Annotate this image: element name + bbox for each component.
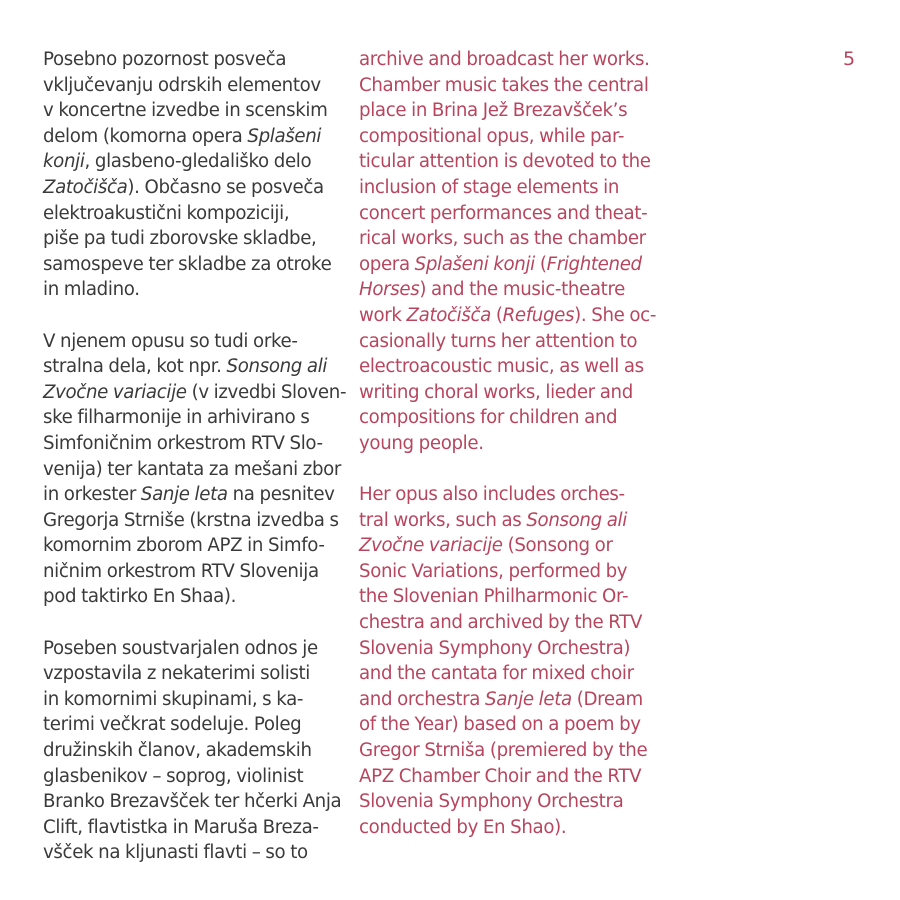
- text-line: [43, 661, 343, 687]
- text-run: ) and the music-theatre: [419, 279, 626, 301]
- text-run: Chamber music takes the central: [359, 74, 649, 96]
- text-run: Slovenia Symphony Orchestra): [359, 637, 631, 659]
- text-line: [359, 329, 659, 355]
- text-run: Gregorja Strniše (krstna izvedba s: [43, 509, 339, 531]
- text-run: of the Year) based on a poem by: [359, 714, 641, 736]
- text-run: pod taktirko En Shaa).: [43, 586, 237, 608]
- text-line: [43, 329, 343, 355]
- text-line: [43, 738, 343, 764]
- text-run: samospeve ter skladbe za otroke: [43, 253, 332, 275]
- text-run: and orchestra: [359, 688, 486, 710]
- text-run: electroacoustic music, as well as: [359, 356, 644, 378]
- text-run: (: [490, 304, 503, 326]
- text-run: (Dream: [571, 688, 643, 710]
- italic-title: Zatočišča: [406, 304, 491, 326]
- text-line: [359, 175, 659, 201]
- text-run: compositions for children and: [359, 407, 618, 429]
- page-number: 5: [843, 48, 856, 70]
- text-run: Her opus also includes orches-: [359, 484, 625, 506]
- text-run: družinskih članov, akademskih: [43, 740, 312, 762]
- text-run: vključevanju odrskih elementov: [43, 74, 321, 96]
- text-run: rical works, such as the chamber: [359, 228, 646, 250]
- text-line: [43, 226, 343, 252]
- text-run: casionally turns her attention to: [359, 330, 638, 352]
- text-run: venija) ter kantata za mešani zbor: [43, 458, 342, 480]
- paragraph: [43, 47, 343, 303]
- text-line: [359, 764, 659, 790]
- text-run: place in Brina Jež Brezavšček’s: [359, 100, 628, 122]
- text-line: [43, 277, 343, 303]
- paragraph: [43, 636, 343, 866]
- text-line: [359, 482, 659, 508]
- text-run: in orkester: [43, 484, 141, 506]
- text-line: [359, 201, 659, 227]
- text-run: Poseben soustvarjalen odnos je: [43, 637, 318, 659]
- text-line: [359, 584, 659, 610]
- text-run: , glasbeno-gledališko delo: [84, 151, 312, 173]
- italic-title: Zatočišča: [43, 176, 128, 198]
- text-run: ske filharmonije in arhivirano s: [43, 407, 310, 429]
- text-line: [359, 149, 659, 175]
- text-run: in komornimi skupinami, s ka-: [43, 688, 304, 710]
- text-run: V njenem opusu so tudi orke-: [43, 330, 298, 352]
- text-run: inclusion of stage elements in: [359, 176, 620, 198]
- text-run: Simfoničnim orkestrom RTV Slo-: [43, 432, 323, 454]
- italic-title: Sonsong ali: [226, 356, 328, 378]
- text-run: young people.: [359, 432, 484, 454]
- text-line: [43, 764, 343, 790]
- text-line: [43, 482, 343, 508]
- text-line: [359, 533, 659, 559]
- text-run: concert performances and theat-: [359, 202, 648, 224]
- text-line: [43, 149, 343, 175]
- text-line: [359, 380, 659, 406]
- italic-title: Splašeni: [247, 125, 322, 147]
- italic-title: Frightened: [546, 253, 642, 275]
- text-line: [43, 636, 343, 662]
- italic-title: konji: [43, 151, 85, 173]
- text-run: work: [359, 304, 407, 326]
- text-line: [359, 405, 659, 431]
- text-line: [43, 201, 343, 227]
- text-run: APZ Chamber Choir and the RTV: [359, 765, 642, 787]
- italic-title: Sanje leta: [140, 484, 228, 506]
- text-run: ničnim orkestrom RTV Slovenija: [43, 560, 319, 582]
- text-run: Slovenia Symphony Orchestra: [359, 791, 624, 813]
- paragraph: [43, 329, 347, 611]
- text-line: [359, 661, 659, 687]
- text-line: [43, 559, 343, 585]
- text-run: terimi večkrat sodeluje. Poleg: [43, 714, 302, 736]
- text-line: [43, 457, 343, 483]
- text-line: [43, 840, 343, 866]
- text-line: [359, 98, 659, 124]
- italic-title: Zvočne variacije: [359, 535, 503, 557]
- italic-title: Horses: [359, 279, 420, 301]
- text-line: [43, 815, 343, 841]
- text-line: [359, 277, 659, 303]
- text-run: Sonic Variations, performed by: [359, 560, 628, 582]
- text-line: [43, 73, 343, 99]
- text-line: [43, 584, 343, 610]
- text-run: vzpostavila z nekaterimi solisti: [43, 663, 311, 685]
- text-line: [359, 610, 659, 636]
- text-line: [359, 712, 659, 738]
- text-run: writing choral works, lieder and: [359, 381, 633, 403]
- italic-title: Splašeni konji: [414, 253, 535, 275]
- text-line: [43, 533, 343, 559]
- text-line: [43, 431, 343, 457]
- text-run: opera: [359, 253, 415, 275]
- text-line: [359, 124, 659, 150]
- text-line: [359, 431, 659, 457]
- text-run: (Sonsong or: [502, 535, 613, 557]
- text-run: ). Občasno se posveča: [127, 176, 324, 198]
- text-line: [359, 687, 659, 713]
- text-run: delom (komorna opera: [43, 125, 248, 147]
- text-line: [43, 47, 343, 73]
- text-line: [359, 815, 659, 841]
- text-run: in mladino.: [43, 279, 140, 301]
- text-run: ticular attention is devoted to the: [359, 151, 651, 173]
- text-line: [359, 47, 659, 73]
- text-run: všček na kljunasti flavti – so to: [43, 842, 308, 864]
- italic-title: Sonsong ali: [526, 509, 627, 531]
- english-text-column: [359, 47, 659, 866]
- text-line: [43, 712, 343, 738]
- text-line: [43, 687, 343, 713]
- text-line: [359, 303, 659, 329]
- text-line: [359, 559, 659, 585]
- text-line: [359, 636, 659, 662]
- text-run: glasbenikov – soprog, violinist: [43, 765, 304, 787]
- text-line: [43, 380, 347, 406]
- text-line: [359, 73, 659, 99]
- text-run: (v izvedbi Sloven-: [186, 381, 347, 403]
- text-line: [359, 354, 659, 380]
- text-line: [359, 738, 659, 764]
- slovenian-text-column: [43, 47, 347, 892]
- text-line: [43, 789, 343, 815]
- text-run: ). She oc-: [574, 304, 657, 326]
- text-run: Gregor Strniša (premiered by the: [359, 740, 648, 762]
- italic-title: Sanje leta: [485, 688, 572, 710]
- text-line: [43, 354, 343, 380]
- text-run: v koncertne izvedbe in scenskim: [43, 100, 328, 122]
- text-run: tral works, such as: [359, 509, 527, 531]
- text-run: piše pa tudi zborovske skladbe,: [43, 228, 317, 250]
- text-run: na pesnitev: [227, 484, 335, 506]
- text-line: [359, 789, 659, 815]
- text-run: the Slovenian Philharmonic Or-: [359, 586, 629, 608]
- text-run: Branko Brezavšček ter hčerki Anja: [43, 791, 342, 813]
- text-run: stralna dela, kot npr.: [43, 356, 227, 378]
- text-line: [43, 252, 343, 278]
- italic-title: Zvočne variacije: [43, 381, 187, 403]
- text-line: [359, 508, 659, 534]
- text-run: compositional opus, while par-: [359, 125, 625, 147]
- italic-title: Refuges: [502, 304, 575, 326]
- text-line: [43, 175, 343, 201]
- text-line: [43, 508, 343, 534]
- text-run: Posebno pozornost posveča: [43, 49, 287, 70]
- text-run: komornim zborom APZ in Simfo-: [43, 535, 325, 557]
- paragraph: [359, 482, 659, 840]
- text-run: conducted by En Shao).: [359, 816, 567, 838]
- text-run: and the cantata for mixed choir: [359, 663, 634, 685]
- text-run: chestra and archived by the RTV: [359, 612, 643, 634]
- paragraph: [359, 47, 659, 457]
- text-run: Clift, flavtistka in Maruša Breza-: [43, 816, 319, 838]
- text-run: (: [534, 253, 547, 275]
- text-run: elektroakustični kompoziciji,: [43, 202, 290, 224]
- text-line: [359, 252, 659, 278]
- text-line: [43, 98, 343, 124]
- text-line: [43, 405, 343, 431]
- text-run: archive and broadcast her works.: [359, 49, 650, 70]
- text-line: [43, 124, 343, 150]
- text-line: [359, 226, 659, 252]
